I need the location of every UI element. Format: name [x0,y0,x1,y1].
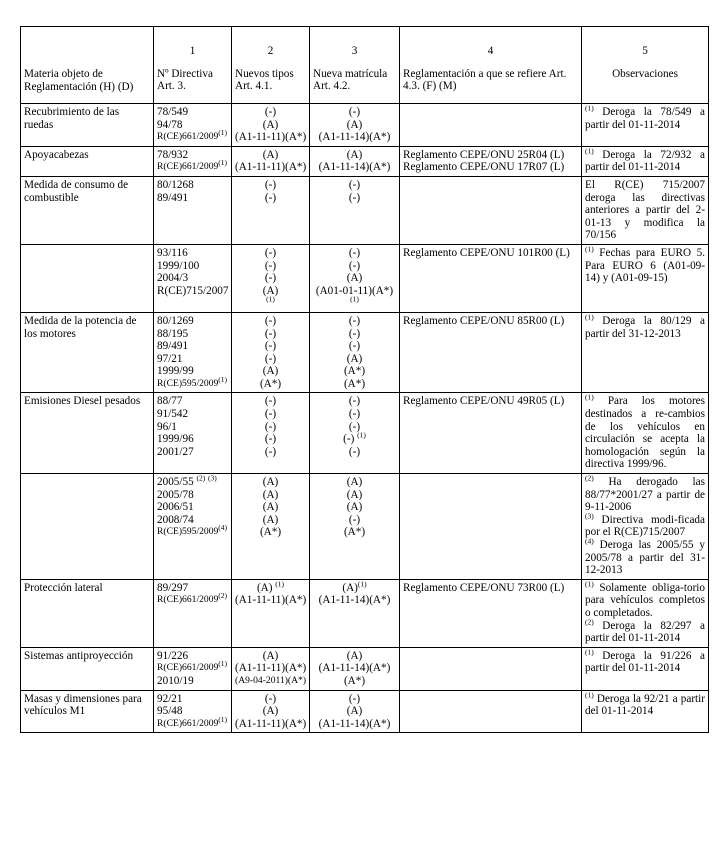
observaciones-cell [582,690,709,733]
cell-line: (-) [348,408,361,421]
cell-line: (A) [346,352,363,365]
cell-line: (-) [264,191,277,204]
cell-line: (-) [348,191,361,204]
directiva-cell [154,176,232,244]
directiva-cell [154,579,232,647]
cell-line: (A) [262,513,279,526]
cell-line: 1999/99 [157,365,194,378]
directiva-cell [154,312,232,393]
cell-line: 2005/78 [157,488,194,501]
materia-text: Sistemas antiproyección [24,649,134,662]
cell-line: (A) [262,365,279,378]
cell-line: (-) [264,352,277,365]
cell-line: $^{(1)}$ Deroga la 72/932 a partir del 01-11-2014 [585,146,705,174]
materia-cell [21,474,154,580]
cell-line: $^{(1)}$ Deroga la 91/226 a partir del 01-11-2014 [585,647,705,675]
cell-line: (1) [266,294,275,304]
nueva-matricula-cell [310,146,400,176]
cell-line: (-) [264,178,277,191]
cell-line: (A) [262,476,279,489]
nuevos-tipos-cell [232,312,310,393]
nueva-matricula-cell [310,312,400,393]
nuevos-tipos-cell [232,176,310,244]
cell-line: (A) [346,148,363,161]
materia-cell [21,690,154,733]
cell-line: (A) [262,118,279,131]
reglamentacion-cell [400,176,582,244]
cell-line: (-) $^{(1)}$ [343,430,366,446]
observaciones-cell [582,579,709,647]
cell-line: $^{(1)}$ Solamente obliga-torio para vehículos completos o completados. [585,579,705,619]
cell-line: (A*) [259,377,282,390]
nueva-matricula-cell [310,393,400,474]
nueva-matricula-cell [310,176,400,244]
nuevos-tipos-cell [232,579,310,647]
cell-line: 1999/96 [157,433,194,446]
cell-line: (A01-01-11)(A*) [315,284,394,297]
cell-line: (-) [264,106,277,118]
header-col5-text: Observaciones [612,67,678,80]
cell-line: 88/77 [157,395,183,408]
cell-line: (A*) [259,526,282,539]
cell-line: (A) [346,476,363,489]
cell-line: R(CE)661/2009$^{(1)}$ [157,158,228,173]
cell-line: (A*) [343,526,366,539]
nueva-matricula-cell [310,647,400,690]
observaciones-cell [582,647,709,690]
materia-cell [21,312,154,393]
cell-line: (A) [262,284,279,297]
header-col2-text: Nuevos tipos Art. 4.1. [235,67,294,93]
materia-cell [21,104,154,147]
cell-line: (-) [348,513,361,526]
table-row [21,393,709,474]
cell-line: (-) [348,327,361,340]
cell-line: 2010/19 [157,674,194,687]
cell-line: (A1-11-11)(A*) [235,717,307,730]
reglamentacion-cell [400,312,582,393]
cell-line: 2005/55 $^{(2)}$ $^{(3)}$ [157,473,217,489]
reglamentacion-cell [400,579,582,647]
observaciones-cell [582,312,709,393]
cell-line: $^{(1)}$ Para los motores destinados a re-cambios de los vehículos en circulación se acepta la homologación según la directiva 1999/96. [585,392,705,471]
observaciones-cell [582,104,709,147]
cell-line: (A9-04-2011)(A*) [235,674,307,686]
cell-line: Reglamento CEPE/ONU 73R00 (L) [403,581,565,594]
materia-cell [21,146,154,176]
cell-line: $^{(4)}$ Deroga las 2005/55 y 2005/78 a partir del 31-12-2013 [585,536,705,577]
cell-line: 92/21 [157,692,183,705]
cell-line: $^{(1)}$ Deroga la 92/21 a partir del 01-11-2014 [585,689,705,718]
cell-line: (A) $^{(1)}$ [256,579,285,594]
cell-line: 1999/100 [157,259,200,272]
cell-line: 2001/27 [157,445,194,458]
regulation-table [20,26,709,733]
directiva-cell [154,244,232,312]
cell-line: (A) [346,272,363,285]
cell-line: 88/195 [157,327,189,340]
directiva-cell [154,393,232,474]
cell-line: (-) [348,106,361,118]
materia-text: Protección lateral [24,581,103,594]
cell-line: (-) [264,408,277,421]
cell-line: 2004/3 [157,272,189,285]
cell-line: R(CE)661/2009$^{(1)}$ [157,128,228,143]
cell-line: $^{(1)}$ Fechas para EURO 5. Para EURO 6 (A01-09-14) y (A01-09-15) [585,244,705,285]
materia-text: Masas y dimensiones para vehículos M1 [24,692,142,718]
header-col2 [232,27,310,104]
cell-line: (-) [264,420,277,433]
materia-cell [21,647,154,690]
cell-line: 80/1268 [157,178,194,191]
cell-line: (A) [262,501,279,514]
cell-line: (-) [348,445,361,458]
header-col4-num: 4 [487,45,494,57]
header-col3-text: Nueva matrícula Art. 4.2. [313,67,388,93]
cell-line: (-) [264,246,277,259]
cell-line: (A1-11-11)(A*) [235,161,307,174]
cell-line: R(CE)661/2009$^{(1)}$ [157,659,228,674]
materia-text: Apoyacabezas [24,148,89,161]
cell-line: 91/542 [157,408,189,421]
cell-line: (A1-11-14)(A*) [318,131,391,144]
materia-cell [21,579,154,647]
cell-line: 94/78 [157,118,183,131]
cell-line: (-) [264,327,277,340]
cell-line: (A1-11-14)(A*) [318,662,391,675]
directiva-cell [154,474,232,580]
cell-line: R(CE)595/2009$^{(4)}$ [157,523,228,538]
nueva-matricula-cell [310,474,400,580]
materia-text: Emisiones Diesel pesados [24,395,141,408]
observaciones-cell [582,146,709,176]
nueva-matricula-cell [310,104,400,147]
cell-line: Reglamento CEPE/ONU 25R04 (L) [403,148,565,161]
reglamentacion-cell [400,393,582,474]
cell-line: Reglamento CEPE/ONU 85R00 (L) [403,314,565,327]
cell-line: (A1-11-11)(A*) [235,594,307,607]
cell-line: (A*) [343,377,366,390]
header-row [21,27,709,104]
nueva-matricula-cell [310,690,400,733]
cell-line: (A) [346,118,363,131]
directiva-cell [154,647,232,690]
cell-line: (-) [264,692,277,705]
cell-line: 93/116 [157,246,188,259]
directiva-cell [154,690,232,733]
cell-line: 91/226 [157,649,189,662]
nuevos-tipos-cell [232,690,310,733]
cell-line: (1) [350,294,359,304]
table-row [21,579,709,647]
cell-line: (A*) [343,365,366,378]
cell-line: (-) [348,246,361,259]
table-row [21,146,709,176]
cell-line: (-) [264,314,277,327]
cell-line: (A) [346,649,363,662]
header-col3-num: 3 [351,45,358,57]
cell-line: (-) [348,314,361,327]
cell-line: $^{(1)}$ Deroga la 80/129 a partir del 31-12-2013 [585,312,705,340]
header-materia [21,27,154,104]
header-materia-text: Materia objeto de Reglamentación (H) (D) [24,68,134,93]
header-col4 [400,27,582,104]
cell-line: (-) [348,692,361,705]
reglamentacion-cell [400,474,582,580]
nuevos-tipos-cell [232,647,310,690]
cell-line: (-) [264,445,277,458]
observaciones-cell [582,474,709,580]
cell-line: 96/1 [157,420,177,433]
nuevos-tipos-cell [232,244,310,312]
materia-cell [21,244,154,312]
table-row [21,690,709,733]
header-col1-num: 1 [189,45,196,57]
cell-line: (A) [262,649,279,662]
reglamentacion-cell [400,244,582,312]
nuevos-tipos-cell [232,474,310,580]
cell-line: (-) [348,420,361,433]
cell-line: (-) [264,395,277,408]
table-body [21,27,709,733]
cell-line: 2008/74 [157,513,194,526]
directiva-cell [154,146,232,176]
header-col5 [582,27,709,104]
cell-line: (-) [264,340,277,353]
cell-line: (A*) [343,674,366,687]
nueva-matricula-cell [310,244,400,312]
cell-line: (-) [264,259,277,272]
cell-line: (A) [262,705,279,718]
cell-line: El R(CE) 715/2007 deroga las directivas anteriores a partir del 2-01-13 y modifica la 70/156 [585,178,705,242]
materia-text: Medida de consumo de combustible [24,178,129,204]
observaciones-cell [582,176,709,244]
header-col5-num: 5 [642,45,648,57]
cell-line: 78/549 [157,106,189,118]
header-col2-num: 2 [267,45,274,57]
cell-line: R(CE)661/2009$^{(1)}$ [157,714,228,729]
cell-line: Reglamento CEPE/ONU 17R07 (L) [403,161,565,174]
cell-line: (A) [262,148,279,161]
cell-line: (A) [346,488,363,501]
header-col1-text: Nº Directiva Art. 3. [157,67,213,93]
cell-line: $^{(2)}$ Ha derogado las 88/77*2001/27 a partir de 9-11-2006 [585,473,705,514]
cell-line: (A1-11-14)(A*) [318,161,391,174]
cell-line: R(CE)715/2007 [157,284,229,297]
cell-line: (-) [348,178,361,191]
cell-line: (-) [264,272,277,285]
cell-line: (A) [346,705,363,718]
cell-line: 80/1269 [157,314,194,327]
header-col1 [154,27,232,104]
table-row [21,176,709,244]
nuevos-tipos-cell [232,104,310,147]
reglamentacion-cell [400,647,582,690]
cell-line: (A) [262,488,279,501]
materia-text: Recubrimiento de las ruedas [24,106,120,131]
observaciones-cell [582,244,709,312]
cell-line: (A1-11-11)(A*) [235,131,307,144]
cell-line: (A1-11-14)(A*) [318,594,391,607]
table-row [21,104,709,147]
cell-line: 89/491 [157,340,189,353]
cell-line: 89/297 [157,581,189,594]
cell-line: $^{(1)}$ Deroga la 78/549 a partir del 01-11-2014 [585,103,705,131]
cell-line: $^{(2)}$ Deroga la 82/297 a partir del 01-11-2014 [585,616,705,645]
cell-line: R(CE)595/2009$^{(1)}$ [157,374,228,389]
cell-line: (A) [346,501,363,514]
cell-line: Reglamento CEPE/ONU 49R05 (L) [403,395,565,408]
reglamentacion-cell [400,104,582,147]
table-row [21,244,709,312]
cell-line: 78/932 [157,148,189,161]
cell-line: (-) [264,433,277,446]
observaciones-cell [582,393,709,474]
reglamentacion-cell [400,690,582,733]
cell-line: (-) [348,340,361,353]
nueva-matricula-cell [310,579,400,647]
directiva-cell [154,104,232,147]
cell-line: 2006/51 [157,501,194,514]
reglamentacion-cell [400,146,582,176]
cell-line: $^{(3)}$ Directiva modi-ficada por el R(CE)715/2007 [585,511,705,539]
cell-line: R(CE)661/2009$^{(2)}$ [157,591,228,606]
header-col4-text: Reglamentación a que se refiere Art. 4.3. (F) (M) [403,67,567,93]
cell-line: 95/48 [157,705,183,718]
materia-cell [21,176,154,244]
table-row [21,312,709,393]
nuevos-tipos-cell [232,393,310,474]
header-col3 [310,27,400,104]
cell-line: 97/21 [157,352,183,365]
materia-text: Medida de la potencia de los motores [24,314,137,340]
cell-line: (-) [348,395,361,408]
table-row [21,647,709,690]
cell-line: 89/491 [157,191,189,204]
materia-cell [21,393,154,474]
cell-line: (A1-11-14)(A*) [318,717,391,730]
cell-line: (-) [348,259,361,272]
cell-line: Reglamento CEPE/ONU 101R00 (L) [403,246,570,259]
cell-line: (A1-11-11)(A*) [235,662,307,675]
cell-line: $(A)^{(1)}$ [342,579,367,594]
nuevos-tipos-cell [232,146,310,176]
table-row [21,474,709,580]
